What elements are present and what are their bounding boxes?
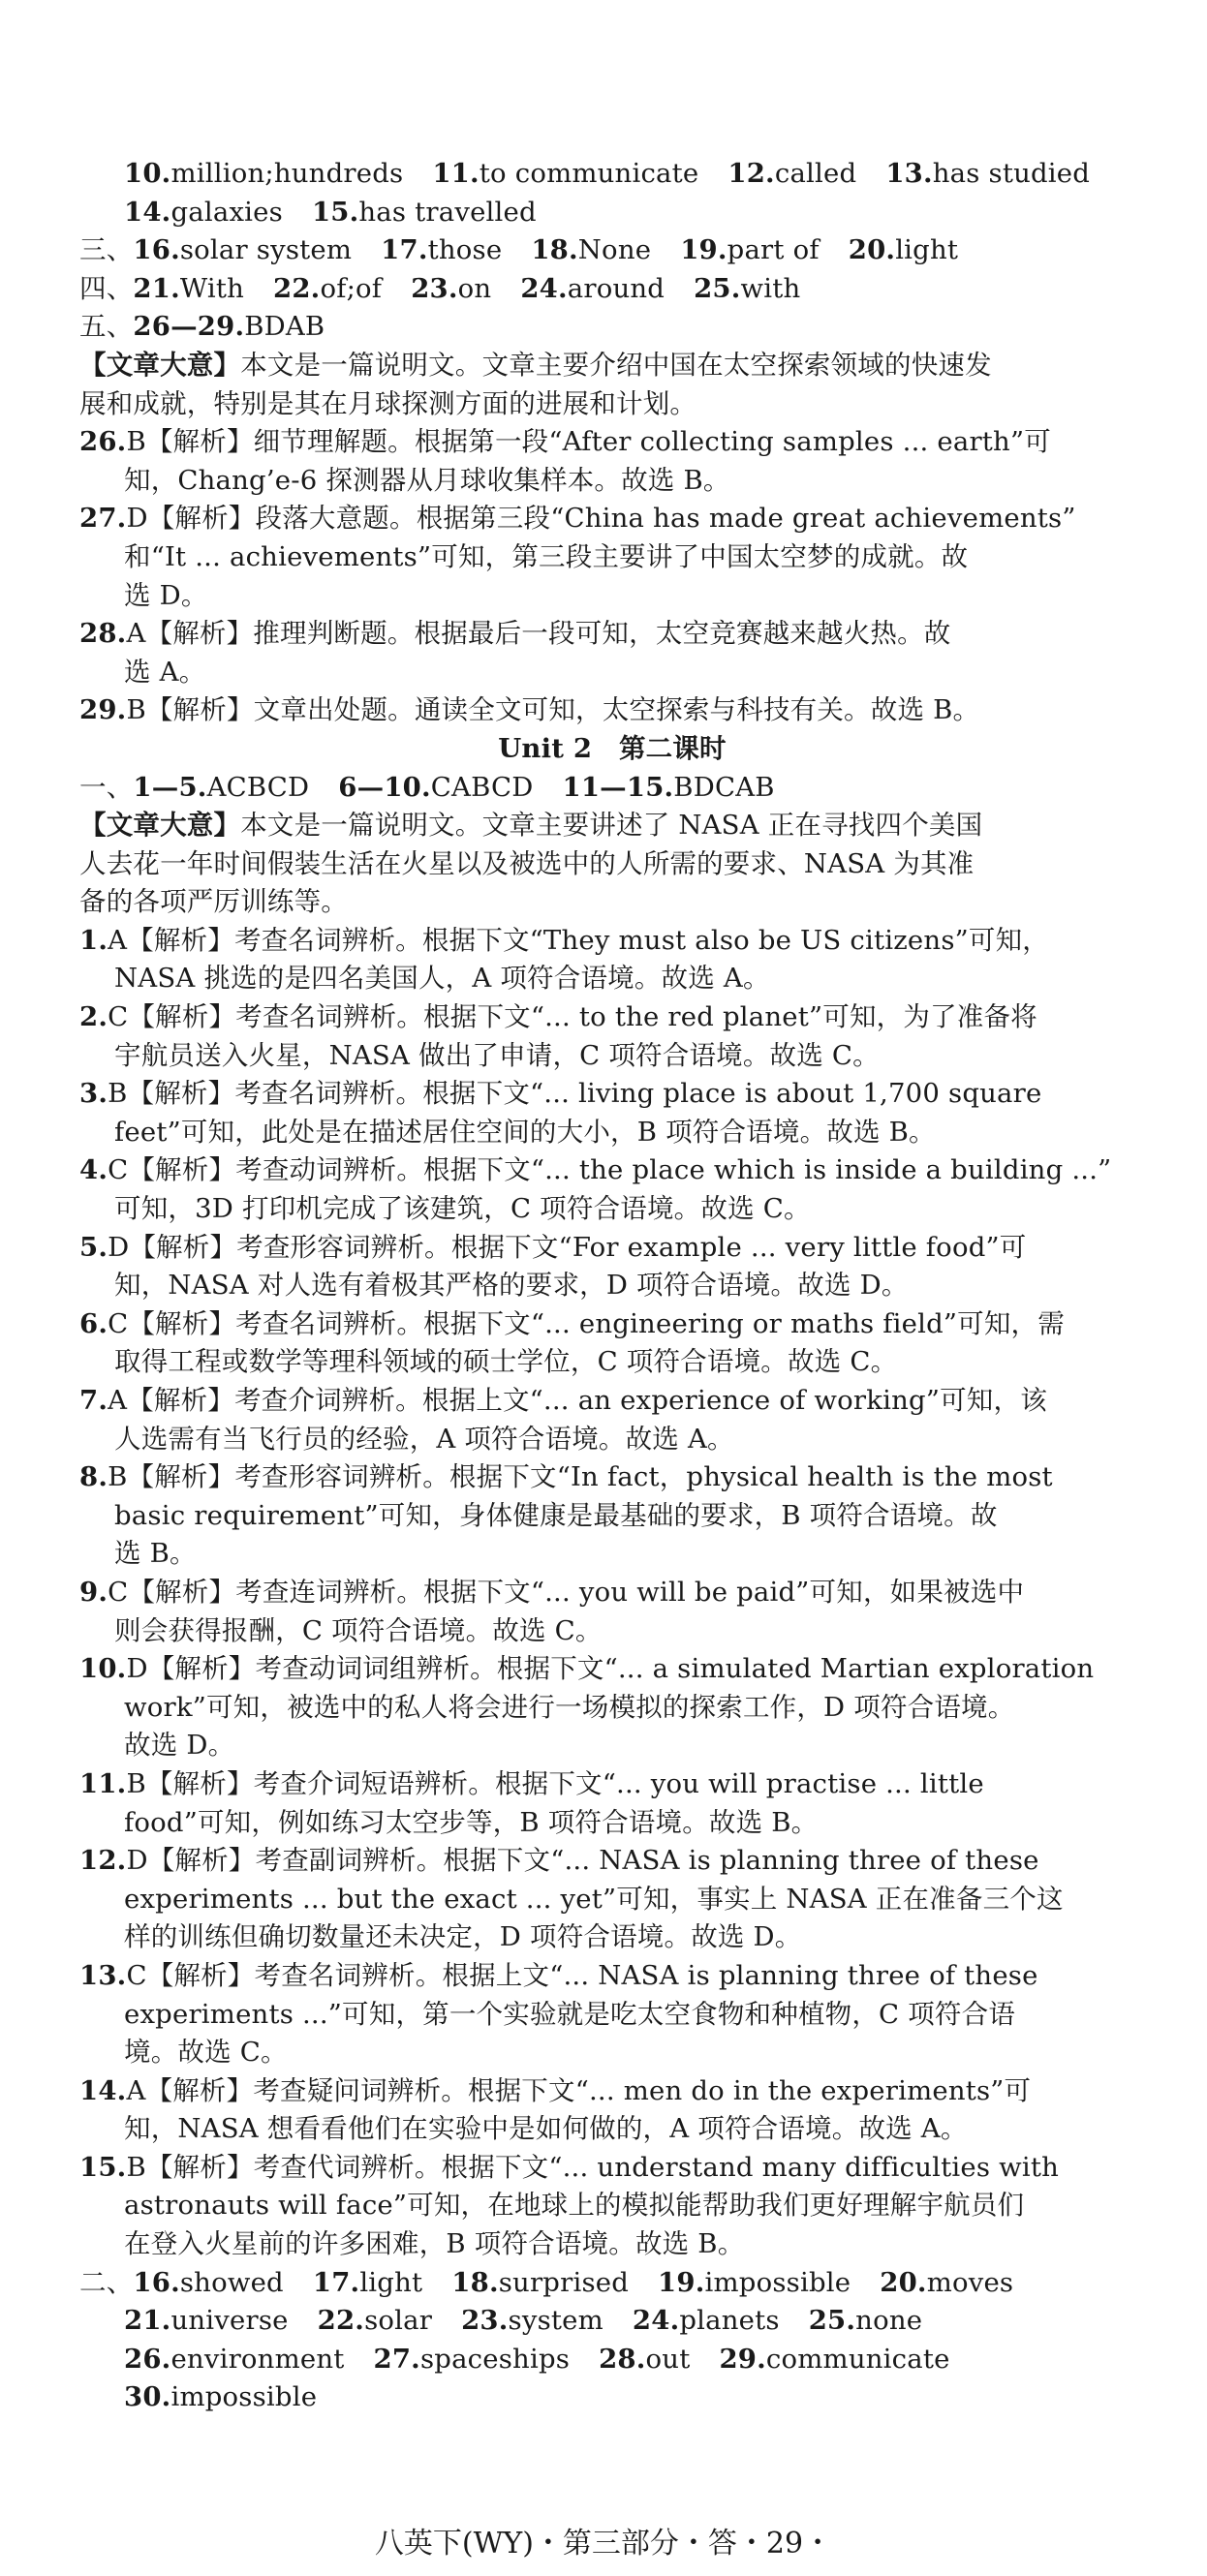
line-text: 可知，3D 打印机完成了该建筑，C 项符合语境。故选 C。 [114, 1193, 811, 1225]
line-text: 样的训练但确切数量还未决定，D 项符合语境。故选 D。 [124, 1921, 802, 1953]
answer-number: 11—15. [562, 771, 674, 803]
answer-number: 10. [124, 158, 171, 189]
line-text: work”可知，被选中的私人将会进行一场模拟的探索工作，D 项符合语境。 [124, 1691, 1015, 1723]
answer-text: solar [364, 2305, 433, 2337]
answer-number: 17. [381, 234, 428, 266]
answer-item [694, 273, 800, 304]
text-line [79, 807, 1145, 845]
answer-number: 11. [432, 158, 480, 189]
text-line [79, 2072, 1145, 2111]
text-line [79, 462, 1145, 501]
answer-item [338, 772, 533, 803]
text-line [79, 2225, 1145, 2264]
line-text: 则会获得报酬，C 项符合语境。故选 C。 [114, 1614, 603, 1646]
line-text: 和“It ... achievements”可知，第三段主要讲了中国太空梦的成就。故 [124, 540, 969, 572]
line-text: 知，Chang’e-6 探测器从月球收集样本。故选 B。 [124, 464, 730, 496]
question-number: 7. [79, 1385, 108, 1416]
answer-number: 17. [312, 2266, 360, 2298]
answer-item [124, 197, 283, 228]
answer-item [124, 2381, 317, 2412]
line-text: experiments ... but the exact ... yet”可知，事实上 NASA 正在准备三个这 [124, 1883, 1064, 1915]
answer-text: on [457, 272, 492, 304]
question-number: 15. [79, 2151, 127, 2183]
question-number: 12. [79, 1845, 127, 1877]
text-line [79, 1842, 1145, 1881]
line-text: 境。故选 C。 [124, 2037, 288, 2069]
question-number: 8. [79, 1461, 108, 1493]
answer-number: 26—29. [133, 311, 245, 343]
answer-item [273, 273, 382, 304]
answer-item [133, 772, 309, 803]
text-line [79, 1305, 1145, 1344]
line-text: 知，NASA 想看看他们在实验中是如何做的，A 项符合语境。故选 A。 [124, 2113, 968, 2145]
text-line [79, 845, 1145, 884]
question-number: 6. [79, 1307, 108, 1339]
answer-number: 6—10. [338, 771, 431, 803]
answer-number: 30. [124, 2381, 171, 2413]
page-footer: 八英下(WY)・第三部分・答・29・ [374, 2527, 833, 2561]
text-line [79, 1881, 1145, 1919]
line-text: B【解析】考查代词辨析。根据下文“... understand many difficulties with [126, 2151, 1060, 2183]
question-number: 9. [79, 1576, 108, 1608]
answer-number: 19. [680, 234, 727, 266]
text-line [79, 1151, 1145, 1190]
text-line [79, 270, 1145, 309]
answer-text: environment [170, 2343, 345, 2375]
line-text: C【解析】考查名词辨析。根据下文“... to the red planet”可知，为了准备将 [108, 1001, 1037, 1033]
line-text: 选 B。 [114, 1538, 197, 1570]
line-text: B【解析】细节理解题。根据第一段“After collecting samples ... earth”可 [126, 426, 1051, 458]
line-text: 备的各项严厉训练等。 [79, 886, 348, 918]
line-text: 在登入火星前的许多困难，B 项符合语境。故选 B。 [124, 2228, 745, 2260]
line-text: B【解析】文章出处题。通读全文可知，太空探索与科技有关。故选 B。 [126, 694, 980, 726]
text-line [79, 423, 1145, 462]
text-line [79, 1689, 1145, 1728]
answer-item [562, 772, 774, 803]
text-line [79, 1727, 1145, 1765]
answer-item [313, 2267, 422, 2298]
answer-key-body [79, 155, 1145, 2417]
line-text: A【解析】推理判断题。根据最后一段可知，太空竞赛越来越火热。故 [126, 618, 951, 650]
text-line [79, 2149, 1145, 2188]
answer-item [133, 234, 352, 265]
answer-item [885, 158, 1090, 189]
line-text: C【解析】考查名词辨析。根据上文“... NASA is planning three of these [126, 1959, 1038, 1991]
answer-text: planets [679, 2305, 780, 2337]
answer-text: impossible [170, 2381, 318, 2413]
answer-item [531, 234, 651, 265]
answer-item [312, 197, 537, 228]
answer-number: 28. [599, 2343, 646, 2375]
text-line [79, 922, 1145, 961]
line-text: 本文是一篇说明文。文章主要讲述了 NASA 正在寻找四个美国 [240, 810, 983, 842]
answer-item [124, 2344, 345, 2375]
answer-number: 20. [848, 234, 896, 266]
text-line [79, 538, 1145, 577]
section-prefix: 三、 [79, 234, 134, 266]
text-line [79, 577, 1145, 616]
line-text: C【解析】考查动词辨析。根据下文“... the place which is inside a building ...” [108, 1154, 1112, 1186]
question-number: 29. [79, 694, 127, 726]
text-line [79, 2378, 1145, 2417]
answer-text: light [359, 2266, 423, 2298]
text-line [79, 1918, 1145, 1957]
answer-number: 19. [658, 2266, 705, 2298]
answer-number: 14. [124, 196, 171, 228]
line-text: C【解析】考查名词辨析。根据下文“... engineering or maths field”可知，需 [108, 1307, 1065, 1339]
answer-text: system [508, 2305, 604, 2337]
text-line [79, 308, 1145, 347]
answer-item [318, 2305, 432, 2336]
question-number: 27. [79, 503, 127, 535]
answer-number: 1—5. [133, 771, 207, 803]
text-line [79, 2187, 1145, 2225]
answer-number: 29. [719, 2343, 766, 2375]
answer-text: BDAB [244, 311, 325, 343]
answer-text: million;hundreds [170, 158, 404, 189]
answer-text: solar system [179, 234, 353, 266]
text-line [79, 1075, 1145, 1114]
answer-text: None [577, 234, 652, 266]
answer-number: 23. [461, 2305, 509, 2337]
answer-number: 24. [520, 272, 568, 304]
line-text: 本文是一篇说明文。文章主要介绍中国在太空探索领域的快速发 [240, 349, 992, 381]
answer-number: 21. [124, 2305, 171, 2337]
question-number: 3. [79, 1078, 108, 1110]
answer-item [680, 234, 820, 265]
answer-number: 24. [632, 2305, 680, 2337]
section-prefix: 五、 [79, 311, 134, 343]
answer-item [727, 158, 856, 189]
text-line [79, 615, 1145, 654]
question-number: 13. [79, 1959, 127, 1991]
line-text: C【解析】考查连词辨析。根据下文“... you will be paid”可知，如果被选中 [108, 1576, 1025, 1608]
question-number: 4. [79, 1154, 108, 1186]
answer-text: ACBCD [206, 771, 310, 803]
text-line [79, 1343, 1145, 1382]
line-text: NASA 挑选的是四名美国人，A 项符合语境。故选 A。 [114, 963, 770, 995]
line-text: feet”可知，此处是在描述居住空间的大小，B 项符合语境。故选 B。 [114, 1116, 936, 1148]
question-number: 1. [79, 924, 108, 956]
line-text: 选 D。 [124, 579, 208, 611]
line-text: astronauts will face”可知，在地球上的模拟能帮助我们更好理解宇航员们 [124, 2190, 1025, 2222]
answer-item [133, 2267, 283, 2298]
text-line [79, 1421, 1145, 1459]
answer-text: to communicate [479, 158, 699, 189]
answer-text: showed [179, 2266, 284, 2298]
text-line [79, 1996, 1145, 2035]
answer-text: communicate [765, 2343, 950, 2375]
text-line [79, 883, 1145, 922]
text-line [79, 1650, 1145, 1689]
answer-number: 13. [885, 158, 933, 189]
answer-number: 26. [124, 2343, 171, 2375]
line-text: experiments ...”可知，第一个实验就是吃太空食物和种植物，C 项符合语 [124, 1998, 1016, 2030]
text-line [79, 1229, 1145, 1268]
answer-text: universe [170, 2305, 289, 2337]
answer-number: 16. [133, 2266, 180, 2298]
answer-item [411, 273, 491, 304]
answer-text: surprised [498, 2266, 630, 2298]
line-text: D【解析】考查动词词组辨析。根据下文“... a simulated Martian exploration [126, 1653, 1095, 1685]
text-line [79, 1037, 1145, 1076]
answer-item [381, 234, 502, 265]
answer-text: called [774, 158, 857, 189]
answer-item [658, 2267, 851, 2298]
text-line [79, 691, 1145, 730]
text-line [79, 2302, 1145, 2341]
text-line [79, 1804, 1145, 1843]
answer-item [809, 2305, 923, 2336]
line-text: B【解析】考查介词短语辨析。根据下文“... you will practise ... little [126, 1767, 984, 1799]
answer-text: those [427, 234, 503, 266]
answer-number: 15. [311, 196, 359, 228]
text-line [79, 385, 1145, 424]
line-text: basic requirement”可知，身体健康是最基础的要求，B 项符合语境。故 [114, 1499, 998, 1531]
line-text: A【解析】考查介词辨析。根据上文“... an experience of working”可知，该 [108, 1385, 1047, 1416]
answer-number: 12. [727, 158, 775, 189]
answer-text: has studied [932, 158, 1091, 189]
text-line [79, 998, 1145, 1037]
section-heading: Unit 2 第二课时 [498, 732, 727, 764]
text-line [79, 960, 1145, 998]
answer-item [133, 273, 244, 304]
answer-item [124, 2305, 289, 2336]
question-number: 5. [79, 1231, 108, 1263]
answer-item [880, 2267, 1013, 2298]
answer-text: impossible [704, 2266, 851, 2298]
question-number: 14. [79, 2074, 127, 2106]
answer-text: light [895, 234, 959, 266]
question-number: 26. [79, 426, 127, 458]
text-line [79, 1612, 1145, 1651]
answer-item [849, 234, 958, 265]
answer-text: out [645, 2343, 691, 2375]
line-text: 宇航员送入火星，NASA 做出了申请，C 项符合语境。故选 C。 [114, 1039, 880, 1071]
answer-number: 16. [133, 234, 180, 266]
answer-number: 22. [317, 2305, 365, 2337]
answer-text: none [855, 2305, 923, 2337]
line-text: A【解析】考查名词辨析。根据下文“They must also be US citizens”可知， [108, 924, 1049, 956]
section-prefix: 二、 [79, 2266, 134, 2298]
line-text: 展和成就，特别是其在月球探测方面的进展和计划。 [79, 387, 697, 419]
answer-text: part of [727, 234, 820, 266]
text-line [79, 1497, 1145, 1536]
answer-item [432, 158, 698, 189]
line-text: 知，NASA 对人选有着极其严格的要求，D 项符合语境。故选 D。 [114, 1270, 909, 1302]
text-line [79, 654, 1145, 692]
text-line [79, 1957, 1145, 1996]
answer-text: with [740, 272, 801, 304]
text-line [79, 1458, 1145, 1497]
answer-number: 23. [411, 272, 458, 304]
answer-item [633, 2305, 780, 2336]
text-line [79, 1190, 1145, 1229]
text-line [79, 500, 1145, 538]
question-number: 10. [79, 1653, 127, 1685]
line-text: 选 A。 [124, 656, 206, 688]
answer-text: of;of [320, 272, 383, 304]
text-line [79, 1114, 1145, 1152]
answer-number: 25. [808, 2305, 856, 2337]
answer-item [520, 273, 665, 304]
answer-text: BDCAB [673, 771, 775, 803]
text-line [79, 1574, 1145, 1612]
line-text: B【解析】考查名词辨析。根据下文“... living place is about 1,700 square [108, 1078, 1042, 1110]
line-text: 取得工程或数学等理科领域的硕士学位，C 项符合语境。故选 C。 [114, 1346, 898, 1378]
answer-number: 22. [273, 272, 321, 304]
answer-number: 20. [880, 2266, 927, 2298]
section-prefix: 四、 [79, 272, 134, 304]
text-line [79, 231, 1145, 270]
answer-item [461, 2305, 604, 2336]
text-line [79, 347, 1145, 385]
answer-item [719, 2344, 949, 2375]
answer-number: 21. [133, 272, 180, 304]
text-line [79, 155, 1145, 194]
text-line [79, 1267, 1145, 1305]
line-text: D【解析】段落大意题。根据第三段“China has made great achievements” [126, 503, 1076, 535]
answer-item [374, 2344, 571, 2375]
answer-text: has travelled [358, 196, 537, 228]
text-line [79, 769, 1145, 808]
text-line [79, 2110, 1145, 2149]
answer-number: 18. [531, 234, 578, 266]
section-prefix: 一、 [79, 771, 134, 803]
answer-text: spaceships [419, 2343, 571, 2375]
answer-text: galaxies [170, 196, 283, 228]
text-line [79, 194, 1145, 232]
answer-text: around [567, 272, 665, 304]
answer-text: CABCD [430, 771, 534, 803]
answer-item [451, 2267, 629, 2298]
answer-number: 27. [373, 2343, 420, 2375]
question-number: 2. [79, 1001, 108, 1033]
summary-tag: 【文章大意】 [79, 810, 241, 842]
line-text: B【解析】考查形容词辨析。根据下文“In fact，physical health is the most [108, 1461, 1053, 1493]
line-text: D【解析】考查副词辨析。根据下文“... NASA is planning three of these [126, 1845, 1039, 1877]
question-number: 11. [79, 1767, 127, 1799]
answer-item [133, 311, 325, 342]
question-number: 28. [79, 618, 127, 650]
answer-number: 18. [451, 2266, 499, 2298]
line-text: food”可知，例如练习太空步等，B 项符合语境。故选 B。 [124, 1806, 819, 1838]
text-line [79, 1765, 1145, 1804]
answer-text: With [179, 272, 244, 304]
line-text: 人选需有当飞行员的经验，A 项符合语境。故选 A。 [114, 1423, 734, 1455]
line-text: 人去花一年时间假装生活在火星以及被选中的人所需的要求、NASA 为其准 [79, 847, 975, 879]
summary-tag: 【文章大意】 [79, 349, 241, 381]
text-line [79, 2034, 1145, 2072]
line-text: 故选 D。 [124, 1730, 235, 1762]
text-line [79, 1535, 1145, 1574]
text-line [79, 2341, 1145, 2379]
line-text: A【解析】考查疑问词辨析。根据下文“... men do in the experiments”可 [126, 2074, 1032, 2106]
answer-number: 25. [694, 272, 741, 304]
answer-item [124, 158, 403, 189]
answer-text: moves [926, 2266, 1014, 2298]
line-text: D【解析】考查形容词辨析。根据下文“For example ... very little food”可 [108, 1231, 1027, 1263]
text-line [79, 1382, 1145, 1421]
text-line [79, 2264, 1145, 2303]
answer-item [599, 2344, 690, 2375]
section-title [79, 730, 1145, 769]
